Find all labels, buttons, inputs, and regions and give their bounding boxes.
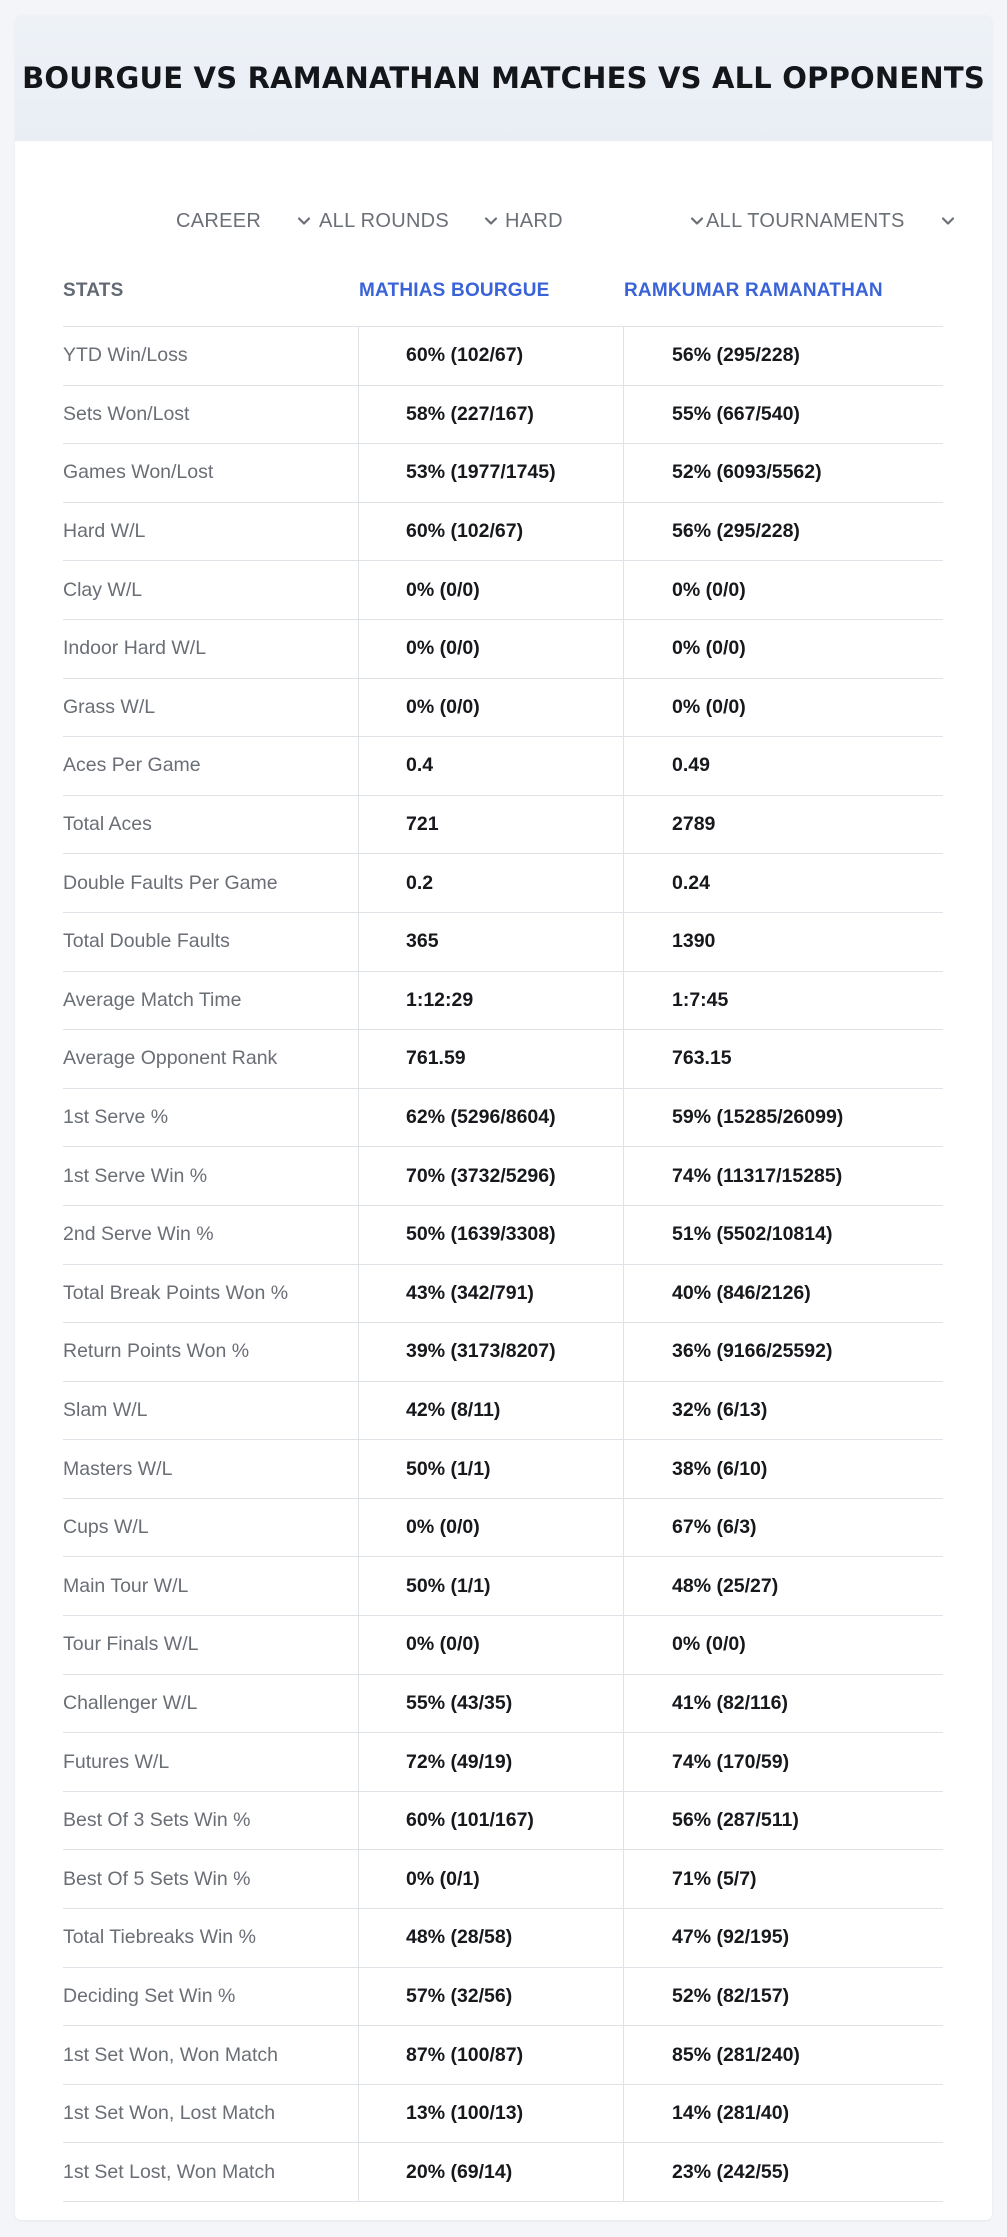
table-row <box>63 327 943 386</box>
player2-value: 0% (0/0) <box>672 637 746 660</box>
table-row <box>63 1968 943 2027</box>
table-row <box>63 679 943 738</box>
surface-select-value: HARD <box>505 209 563 232</box>
stat-label: Indoor Hard W/L <box>63 620 359 678</box>
player1-value: 60% (102/67) <box>359 503 624 561</box>
table-row <box>63 796 943 855</box>
player2-value: 0.24 <box>672 871 710 894</box>
table-row <box>63 620 943 679</box>
stat-label: Aces Per Game <box>63 737 359 795</box>
player1-value: 721 <box>359 796 624 854</box>
table-row <box>63 503 943 562</box>
page-title: BOURGUE VS RAMANATHAN MATCHES VS ALL OPPONENTS <box>22 61 985 95</box>
player2-value: 85% (281/240) <box>672 2043 800 2066</box>
player2-value: 71% (5/7) <box>672 1867 757 1890</box>
table-row <box>63 1147 943 1206</box>
player1-value: 62% (5296/8604) <box>359 1089 624 1147</box>
table-row <box>63 1440 943 1499</box>
player2-value: 48% (25/27) <box>672 1574 779 1597</box>
stat-label: Total Double Faults <box>63 913 359 971</box>
player2-value: 38% (6/10) <box>672 1457 768 1480</box>
table-row <box>63 1323 943 1382</box>
player1-value: 20% (69/14) <box>359 2143 624 2201</box>
table-header <box>63 255 943 327</box>
stat-label: Grass W/L <box>63 679 359 737</box>
table-row <box>63 1792 943 1851</box>
rounds-select-value: ALL ROUNDS <box>319 209 450 232</box>
stat-label: Hard W/L <box>63 503 359 561</box>
table-row <box>63 1089 943 1148</box>
player2-value: 52% (82/157) <box>672 1984 790 2007</box>
stat-label: 2nd Serve Win % <box>63 1206 359 1264</box>
player1-value: 43% (342/791) <box>359 1265 624 1323</box>
player1-value: 87% (100/87) <box>359 2026 624 2084</box>
player2-value: 40% (846/2126) <box>672 1281 811 1304</box>
player2-value: 74% (170/59) <box>672 1750 790 1773</box>
stat-label: Main Tour W/L <box>63 1557 359 1615</box>
stat-label: Games Won/Lost <box>63 444 359 502</box>
chevron-down-icon <box>483 213 499 229</box>
table-row <box>63 854 943 913</box>
player2-value: 23% (242/55) <box>672 2160 790 2183</box>
stat-label: Challenger W/L <box>63 1675 359 1733</box>
player1-value: 72% (49/19) <box>359 1733 624 1791</box>
player2-value: 52% (6093/5562) <box>672 461 822 484</box>
player2-value: 32% (6/13) <box>672 1398 768 1421</box>
player2-value: 0% (0/0) <box>672 695 746 718</box>
card-header <box>15 15 992 141</box>
player1-value: 48% (28/58) <box>359 1909 624 1967</box>
player2-value: 0% (0/0) <box>672 578 746 601</box>
stat-label: Deciding Set Win % <box>63 1968 359 2026</box>
stat-label: Average Opponent Rank <box>63 1030 359 1088</box>
table-row <box>63 1850 943 1909</box>
player1-value: 70% (3732/5296) <box>359 1147 624 1205</box>
player2-value: 59% (15285/26099) <box>672 1106 844 1129</box>
player1-value: 50% (1/1) <box>359 1440 624 1498</box>
stat-label: Masters W/L <box>63 1440 359 1498</box>
player2-value: 1390 <box>672 930 716 953</box>
player1-value: 0% (0/0) <box>359 1499 624 1557</box>
table-row <box>63 1557 943 1616</box>
stat-label: Average Match Time <box>63 972 359 1030</box>
player1-value: 0.2 <box>359 854 624 912</box>
player1-value: 0% (0/0) <box>359 679 624 737</box>
column-header-stats: STATS <box>63 279 124 301</box>
player1-value: 55% (43/35) <box>359 1675 624 1733</box>
period-select-value: CAREER <box>176 209 262 232</box>
player2-value: 0% (0/0) <box>672 1633 746 1656</box>
player1-value: 13% (100/13) <box>359 2085 624 2143</box>
stat-label: Best Of 3 Sets Win % <box>63 1792 359 1850</box>
player2-value: 41% (82/116) <box>672 1691 789 1714</box>
table-row <box>63 386 943 445</box>
table-row <box>63 2085 943 2144</box>
player1-value: 0% (0/0) <box>359 561 624 619</box>
player1-value: 365 <box>359 913 624 971</box>
table-row <box>63 972 943 1031</box>
player2-value: 763.15 <box>672 1047 732 1070</box>
player1-value: 58% (227/167) <box>359 386 624 444</box>
table-row <box>63 737 943 796</box>
stat-label: 1st Set Won, Lost Match <box>63 2085 359 2143</box>
stat-label: Sets Won/Lost <box>63 386 359 444</box>
filter-bar <box>15 193 992 249</box>
table-row <box>63 1265 943 1324</box>
stat-label: Total Aces <box>63 796 359 854</box>
player1-value: 0% (0/1) <box>359 1850 624 1908</box>
stat-label: Total Tiebreaks Win % <box>63 1909 359 1967</box>
stat-label: Return Points Won % <box>63 1323 359 1381</box>
table-row <box>63 2143 943 2202</box>
stat-label: 1st Set Lost, Won Match <box>63 2143 359 2201</box>
stat-label: 1st Serve Win % <box>63 1147 359 1205</box>
player2-value: 56% (295/228) <box>672 344 800 367</box>
player1-value: 60% (102/67) <box>359 327 624 385</box>
stat-label: Double Faults Per Game <box>63 854 359 912</box>
table-row <box>63 2026 943 2085</box>
player2-value: 36% (9166/25592) <box>672 1340 833 1363</box>
stat-label: 1st Set Won, Won Match <box>63 2026 359 2084</box>
player1-value: 57% (32/56) <box>359 1968 624 2026</box>
player2-value: 14% (281/40) <box>672 2102 790 2125</box>
stat-label: Futures W/L <box>63 1733 359 1791</box>
table-row <box>63 1206 943 1265</box>
comparison-card <box>15 15 992 2220</box>
player1-value: 0% (0/0) <box>359 1616 624 1674</box>
tournaments-select-value: ALL TOURNAMENTS <box>706 209 905 232</box>
player1-value: 50% (1/1) <box>359 1557 624 1615</box>
stat-label: Clay W/L <box>63 561 359 619</box>
player2-value: 47% (92/195) <box>672 1926 790 1949</box>
player1-value: 42% (8/11) <box>359 1382 624 1440</box>
player1-value: 761.59 <box>359 1030 624 1088</box>
period-select[interactable] <box>176 193 312 249</box>
table-row <box>63 1499 943 1558</box>
stat-label: YTD Win/Loss <box>63 327 359 385</box>
player2-value: 1:7:45 <box>672 988 729 1011</box>
player2-value: 0.49 <box>672 754 710 777</box>
table-row <box>63 913 943 972</box>
table-row <box>63 1030 943 1089</box>
tournaments-select[interactable] <box>706 193 956 249</box>
stat-label: Tour Finals W/L <box>63 1616 359 1674</box>
table-row <box>63 444 943 503</box>
column-header-player1[interactable]: MATHIAS BOURGUE <box>359 279 550 301</box>
player2-value: 51% (5502/10814) <box>672 1223 833 1246</box>
player2-value: 56% (295/228) <box>672 520 800 543</box>
table-row <box>63 1616 943 1675</box>
chevron-down-icon <box>296 213 312 229</box>
table-row <box>63 1733 943 1792</box>
chevron-down-icon <box>940 213 956 229</box>
stats-table <box>63 255 943 2202</box>
table-row <box>63 1675 943 1734</box>
player1-value: 60% (101/167) <box>359 1792 624 1850</box>
column-header-player2[interactable]: RAMKUMAR RAMANATHAN <box>624 279 883 301</box>
stat-label: Slam W/L <box>63 1382 359 1440</box>
rounds-select[interactable] <box>319 193 499 249</box>
stat-label: Total Break Points Won % <box>63 1265 359 1323</box>
player2-value: 56% (287/511) <box>672 1809 799 1832</box>
player2-value: 55% (667/540) <box>672 402 800 425</box>
chevron-down-icon <box>689 213 705 229</box>
player2-value: 74% (11317/15285) <box>672 1164 843 1187</box>
stat-label: Cups W/L <box>63 1499 359 1557</box>
player1-value: 0.4 <box>359 737 624 795</box>
table-row <box>63 561 943 620</box>
player1-value: 53% (1977/1745) <box>359 444 624 502</box>
player2-value: 67% (6/3) <box>672 1516 757 1539</box>
stat-label: 1st Serve % <box>63 1089 359 1147</box>
player2-value: 2789 <box>672 813 716 836</box>
player1-value: 1:12:29 <box>359 972 624 1030</box>
surface-select[interactable] <box>505 193 705 249</box>
player1-value: 39% (3173/8207) <box>359 1323 624 1381</box>
table-row <box>63 1909 943 1968</box>
table-row <box>63 1382 943 1441</box>
player1-value: 50% (1639/3308) <box>359 1206 624 1264</box>
player1-value: 0% (0/0) <box>359 620 624 678</box>
stat-label: Best Of 5 Sets Win % <box>63 1850 359 1908</box>
table-body <box>63 327 943 2202</box>
